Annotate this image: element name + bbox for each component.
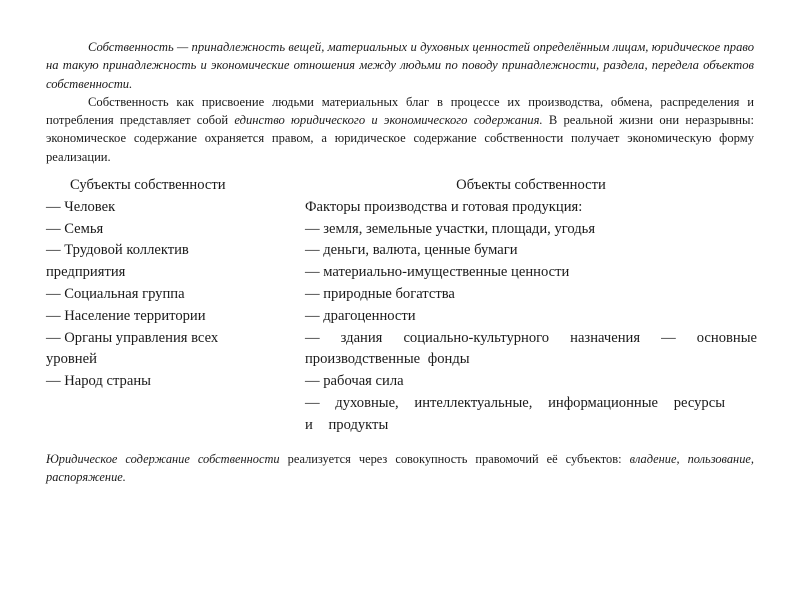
subjects-item: — Население территории [46, 307, 206, 324]
objects-item: — духовные, интеллектуальные, информационные ресурсы и продукты [305, 394, 725, 433]
subjects-item: — Органы управления всех уровней [46, 329, 219, 368]
subjects-item: — Народ страны [46, 373, 151, 390]
definition-paragraph [46, 38, 754, 93]
objects-item: — драгоценности [305, 307, 416, 324]
subjects-item: — Социальная группа [46, 285, 185, 302]
content-part1: Собственность как присвоение людьми материальных благ в процессе их производства, обмена, распределения и потребления представляет собой [46, 94, 754, 128]
definition-term: Собственность [88, 40, 174, 54]
content-italic: единство юридического и экономического содержания. [234, 113, 543, 128]
subjects-item: — Семья [46, 220, 104, 237]
content-part2: В реальной жизни они неразрывны: экономическое содержание охраняется правом, а юридическое содержание собственности получает экономическую форму реализации. [46, 113, 754, 164]
objects-item: — земля, земельные участки, площади, угодья [305, 220, 596, 237]
footer-italic-term: Юридическое содержание собственности [46, 452, 280, 466]
subjects-title: Субъекты собственности [70, 177, 226, 193]
objects-item: — материально-имущественные ценности [305, 264, 570, 281]
objects-item: — природные богатства [305, 285, 455, 302]
subjects-column [46, 175, 268, 393]
footer-italic-rights: владение, пользование, распоряжение. [46, 452, 754, 485]
subjects-item: — Человек [46, 198, 116, 215]
objects-title: Объекты собственности [456, 177, 606, 193]
objects-intro: Факторы производства и готовая продукция: [305, 198, 583, 215]
objects-item: — здания социально-культурного назначения — основные производственные фонды [305, 329, 757, 368]
objects-item: — деньги, валюта, ценные бумаги [305, 242, 518, 259]
objects-column [305, 175, 757, 437]
definition-text: — принадлежность вещей, материальных и духовных ценностей определённым лицам, юридическое право на такую принадлежность и экономические отношения между людьми по поводу принадлежности, раздела, передела объектов собственности. [46, 40, 754, 91]
subjects-item: — Трудовой коллектив предприятия [46, 242, 189, 281]
objects-item: — рабочая сила [305, 373, 404, 390]
introduction-text [46, 38, 754, 166]
footer-text [46, 450, 754, 487]
content-paragraph [46, 93, 754, 166]
footer-body: реализуется через совокупность правомочий её субъектов: [279, 452, 630, 466]
